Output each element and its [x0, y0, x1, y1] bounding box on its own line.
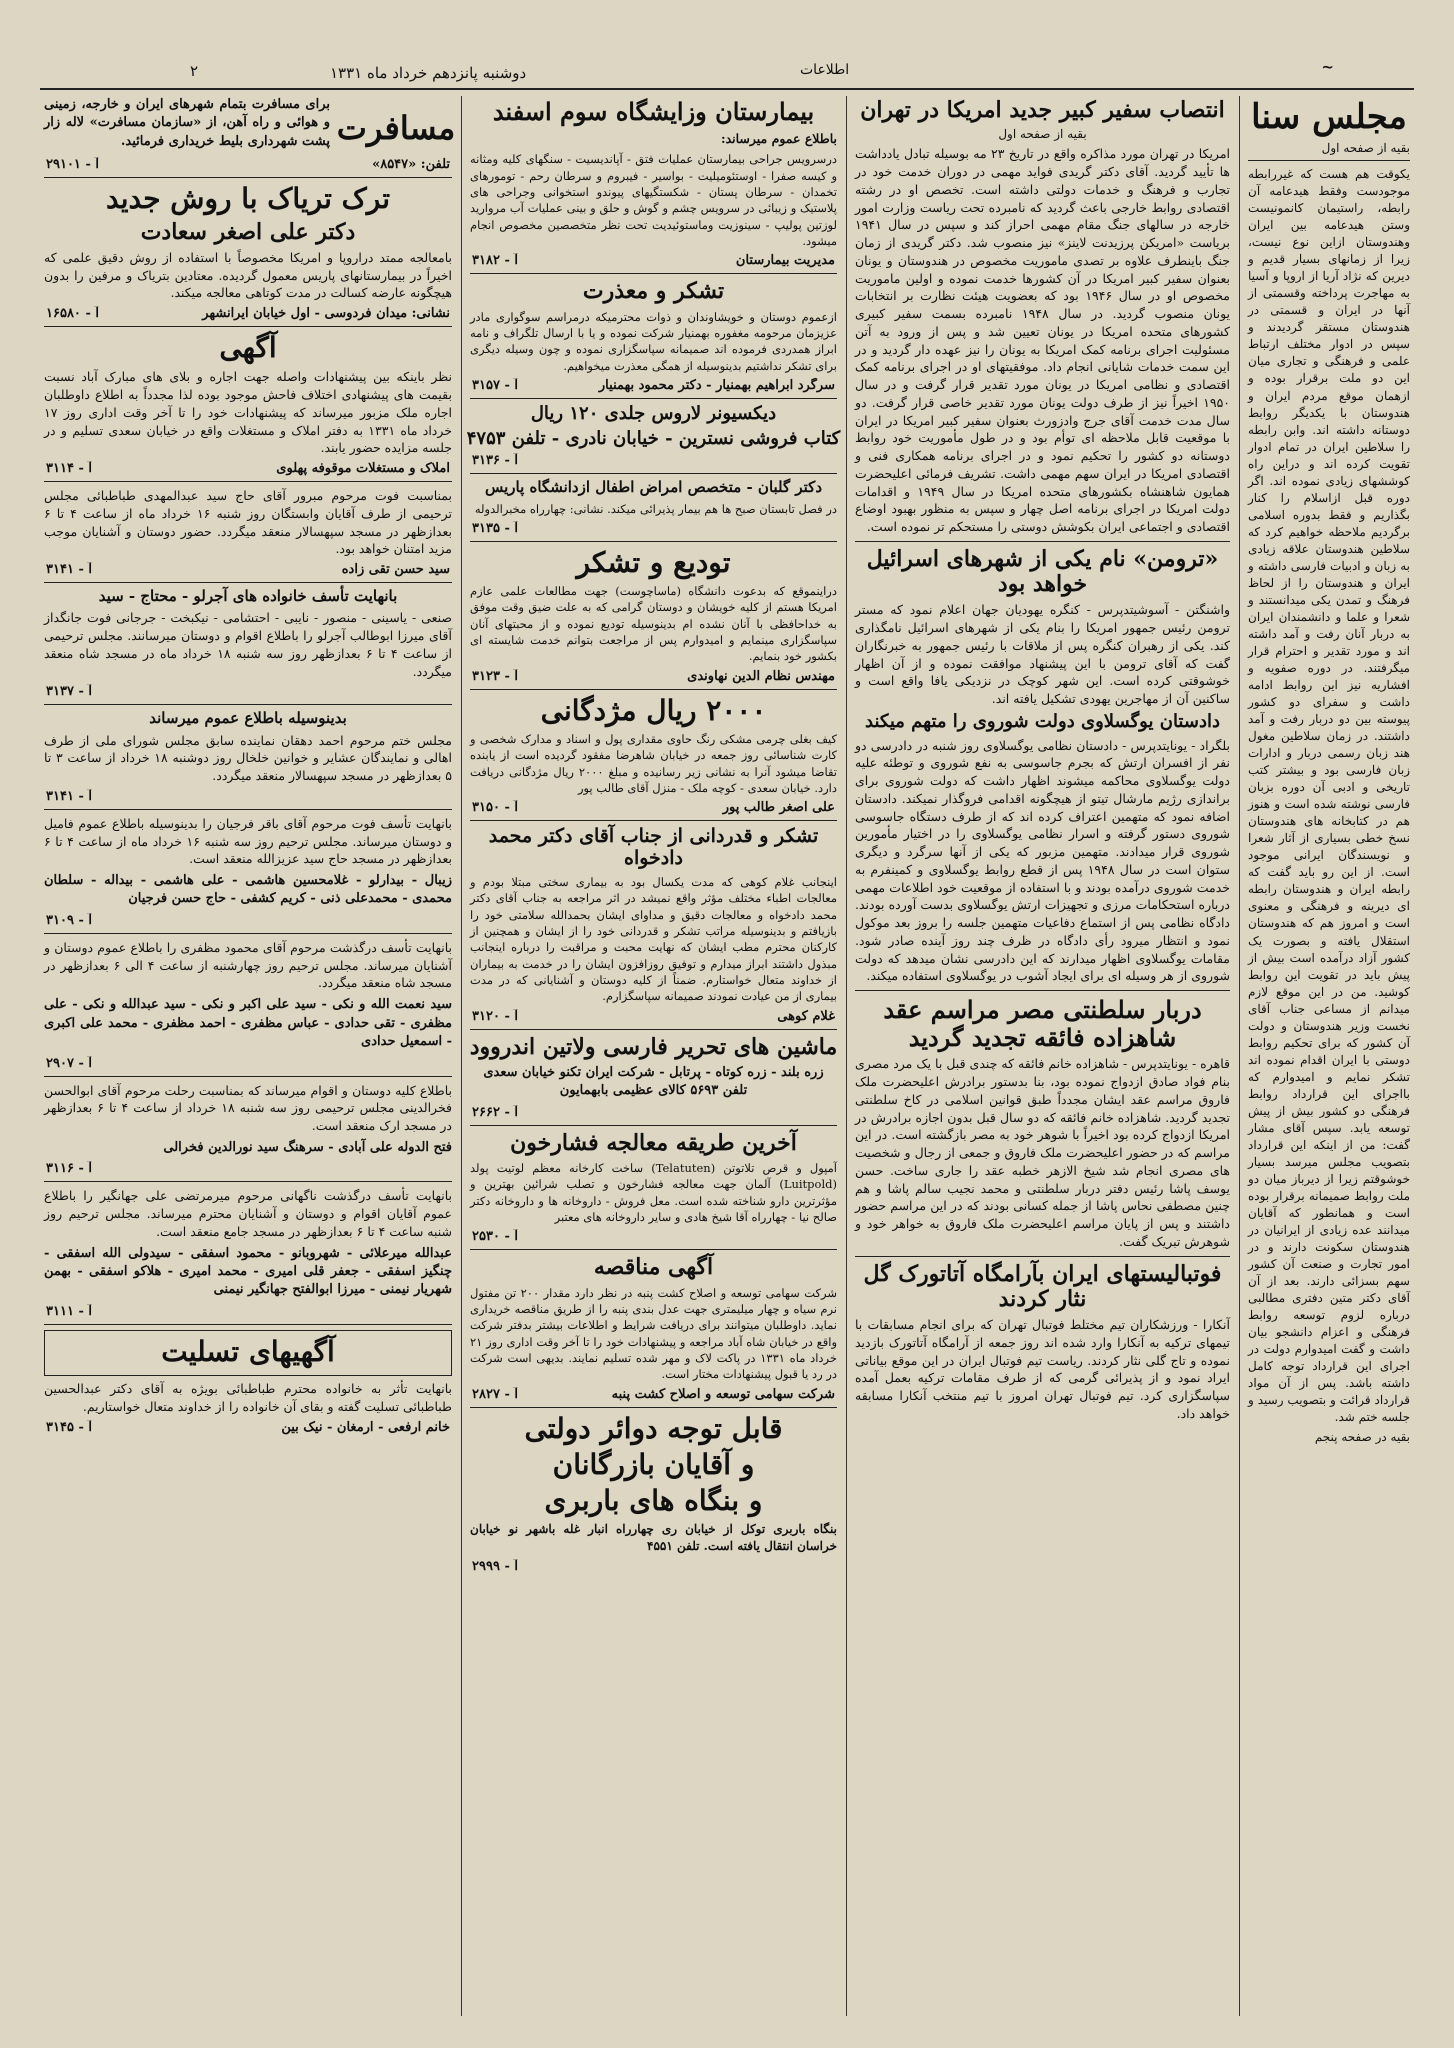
condolence-box: [44, 1330, 452, 1376]
notice-code: آ - ۳۱۱۴: [46, 461, 92, 477]
column-classifieds: [40, 96, 456, 2016]
memorial-4-body: بانهایت تأسف فوت مرحوم آقای باقر فرجیان را بدینوسیله باطلاع عموم فامیل و دوستان میرساند. مجلس ترحیم روز سه شنبه ۱۶ خرداد ماه از ساعت ۴ تا ۶ بعدازظهر در مسجد حاج سید عزیزالله منعقد است.: [44, 815, 452, 867]
doctor-thanks-code: آ - ۳۱۲۰: [472, 1008, 518, 1024]
page-number: ۲: [190, 62, 199, 80]
memorial-5-code: آ - ۲۹۰۷: [46, 1055, 92, 1071]
thanks-signature: سرگرد ابراهیم بهمنیار - دکتر محمود بهمنیار: [598, 377, 835, 393]
memorial-6-code: آ - ۳۱۱۶: [46, 1161, 92, 1177]
tender-title: آگهی مناقصه: [593, 1254, 714, 1281]
header-marker: ~: [1321, 58, 1334, 76]
memorial-5-signature: سید نعمت الله و نکی - سید علی اکبر و نکی - سید عبدالله و نکی - علی مظفری - تقی حدادی - عباس مظفری - احمد مظفری - محمد علی اکبری - اسمعیل حدادی: [44, 997, 452, 1050]
ambassador-continued: بقیه از صفحه اول: [998, 127, 1087, 142]
reward-title: ۲۰۰۰ ریال مژدگانی: [540, 693, 767, 727]
reward-body: کیف بغلی چرمی مشکی رنگ حاوی مقداری پول و اسناد و مدارک شخصی و کارت شناسائی روز جمعه در خیابان شاهرضا مفقود گردیده است از یابنده تقاضا میشود آنرا به نشانی زیر رسانیده و مبلغ ۲۰۰۰ ریال مژدگانی دریافت دارد. خیابان سعدی - کوچه ملک - منزل آقای طالب پور: [470, 731, 837, 795]
memorial-7-body: بانهایت تأسف درگذشت ناگهانی مرحوم میرمرتضی علی جهانگیر را باطلاع عموم آقایان اقوام و دوستان و آشنایان محترم میرساند. مجلس ترحیم روز شنبه ساعت ۴ تا ۶ بعدازظهر در مسجد جامع منعقد است.: [44, 1188, 452, 1239]
farewell-title: تودیع و تشکر: [576, 545, 731, 579]
column-news: [851, 96, 1234, 2016]
larousse-code: آ - ۳۱۳۶: [472, 453, 518, 469]
football-headline: فوتبالیستهای ایران بآرامگاه آتاتورک گل نثار کردند: [863, 1260, 1222, 1312]
travel-code: آ - ۲۹۱۰۱: [46, 157, 99, 173]
ambassador-body: امریکا در تهران مورد مذاکره واقع در تاریخ ۲۳ مه بوسیله تبادل یادداشت ها تأیید گردید. آقای دکتر گریدی فواید مهمی در دوران خدمت خود در تجارب و فرهنگ و خدمات دولتی داشته است. تخصص او در رشته اقتصادی روابط خارجی باعث گردید که نامبرده تحت ریاست وزارت امور خارجه در سالهای جنگ مقام مهمی احراز کند و سپس در سال ۱۹۴۱ بریاست «امریکن پرزیدنت لاینز» نیز منصوب شد. دکتر گریدی از زمان جنگ باینطرف علاوه بر تصدی ماموریت مخصوص در هندوستان و یونان بعنوان سفیر کبیر امریکا در آن کشورها خدمت نموده و اولین ماموریت مخصوص او در سال ۱۹۴۶ بود که بعضویت هیئت نظارت بر انتخابات یونان منصوب گردید. در سال ۱۹۴۸ نامبرده بسمت سفیر کبیری کشورهای متحده امریکا در یونان تعیین شد و پس از ورود به آتن مسئولیت اجرای برنامه کمک امریکا به یونان را نیز عهده دار گردید و در این سمت خدمات شایانی انجام داد. موفقیتهای او در اجرای برنامه کمک اقتصادی و نظامی امریکا در یونان مورد تقدیر قرار گرفت و در سال ۱۹۵۰ اخیراً نیز از طرف دولت یونان مورد تقدیر خاصی قرار گرفت. دو سال مدت خدمت آقای جرج وادزورث بعنوان سفیر کبیر امریکا در ایران با موقعیت قابل ملاحظه ای توأم بود و در طول مأموریت خود روابط دوستانه دو کشور را تحکیم نمود و در اجرای برنامه همکاری فنی و اقتصادی امریکا در ایران سهم مهمی داشت. تشریف فرمائی اعلیحضرت همایون شاهنشاه بکشورهای متحده امریکا در سال ۱۹۴۹ و اقدامات دولت امریکا در اجرای برنامه اصل چهار و سپس به منظور بهبود اوضاع اقتصادی و اجتماعی ایران بکوشش دوستی را مستحکم تر نموده است.: [855, 146, 1231, 535]
doctor-thanks-body: اینجانب غلام کوهی که مدت یکسال بود به بیماری سختی مبتلا بودم و معالجات اطباء مختلف مؤثر واقع نمیشد در اثر مراجعه به جناب آقای دکتر محمد دادخواه و معالجات دقیق و مداوای ایشان بحمدالله سلامتی خود را بازیافتم و بدینوسیله مراتب تشکر و قدردانی خود را از ایشان و همچنین از کارکنان محترم مطب ایشان که نهایت محبت و مراقبت را درباره اینجانب مبذول داشتند ابراز میدارم و توفیق روزافزون ایشان را در خدمت به بیماران از خداوند متعال خواستارم. ضمناً از کلیه دوستان و آشنایانی که در مدت بیماری از من عیادت نمودند صمیمانه سپاسگزارم.: [470, 874, 837, 1004]
freight-title-line1: قابل توجه دوائر دولتی: [524, 1411, 783, 1445]
freight-title-line3: و بنگاه های باربری: [544, 1483, 763, 1517]
senate-continued-from: بقیه از صفحه اول: [1321, 141, 1410, 156]
thanks-code: آ - ۳۱۵۷: [472, 377, 518, 393]
bloodpressure-code: آ - ۲۵۳۰: [472, 1229, 518, 1245]
egypt-headline: دربار سلطنتی مصر مراسم عقد شاهزاده فائقه تجدید گردید: [883, 995, 1202, 1052]
truman-headline: «ترومن» نام یکی از شهرهای اسرائیل خواهد بود: [866, 545, 1219, 598]
opium-code: آ - ۱۶۵۸۰: [46, 306, 99, 322]
senate-title: مجلس سنا: [1251, 97, 1407, 137]
notice-signature: املاک و مستغلات موقوفه پهلوی: [276, 461, 450, 477]
memorial-4-signature: زیبال - بیدارلو - غلامحسین هاشمی - علی هاشمی - بیداله - سلطان محمدی - محمدعلی ذنی - کریم کشفی - حاج حسن فرجیان: [44, 873, 452, 907]
newspaper-name: اطلاعات: [800, 62, 850, 78]
bloodpressure-body: آمپول و قرص تلاتوتن (Telatuten) ساخت کارخانه معظم لوتیت پولد (Luitpold) آلمان جهت معالجه فشارخون و تصلب شرائین بهترین و مؤثرترین دارو شناخته شده است. معل فروش - داروخانه ها و داروخانه دکتر صالح نیا - چهارراه آقا شیخ هادی و سایر داروخانه های معتبر: [470, 1161, 837, 1224]
condolence-body: بانهایت تأثر به خانواده محترم طباطبائی بویژه به آقای دکتر عبدالحسین طباطبائی تسلیت گفته و بقای آن خانواده را از خداوند متعال خواستاریم.: [44, 1381, 452, 1414]
hospital-signature: مدیریت بیمارستان: [735, 253, 835, 269]
senate-body: یکوقت هم هست که غیررابطه موجودست وفقط هیدعامه آن رابطه، راستیمان کانمونیست وستن هیدعامه بین ایران وهندوستان ازاین نوع نیست، زیرا از زمانهای بسیار قدیم و دیرین که نژاد آریا از اروپا و آسیا به مهاجرت پرداخته وقسمتی از آنها در ایران و قسمتی در هندوستان مستقر گردیدند و سپس در ادوار مختلف ارتباط علمی و فرهنگی و تجاری میان این دو ملت برقرار بوده و ازهمان موقع مردم ایران و هندوستان با یکدیگر روابط دوستانه داشته اند. وابن رابطه را سلاطین ایران در تمام ادوار تقویت کرده اند و دراین راه کوششهای زیادی نموده اند. اگر دوره قبل ازاسلام را کنار بگذاریم و فقط بدوره اسلامی برگردیم ملاحظه خواهیم کرد که سلاطین هندوستان علاقه زیادی به زبان و ادبیات فارسی داشته و ایران و هندوستان را از لحاظ فرهنگ و تمدن یکی میدانستند و شعرا و علما و دانشمندان ایران به دربار آنان رفت و آمد داشته اند و مورد تقدیر و احترام قرار میگرفتند. در دوره صفویه و افشاریه نیز این روابط ادامه داشت و سفرای دو کشور پیوسته بین دو دربار رفت و آمد داشتند. در زمان سلاطین مغول هند زبان رسمی دربار و ادارات زبان فارسی بود و بیشتر کتب تاریخی و ادبی آن دوره بزبان فارسی نوشته شده است و هنوز هم در کتابخانه های هندوستان نسخ خطی بسیاری از آثار شعرا و نویسندگان ایرانی موجود است. از این رو باید گفت که رابطه ایران و هندوستان رابطه ای دیرینه و فرهنگی و معنوی است و امروز هم که هندوستان استقلال یافته و بصورت یک کشور آزاد درآمده است بیش از پیش باید در تقویت این روابط کوشید. من در این موقع لازم میدانم از مساعی جناب آقای نخست وزیر هندوستان و دولت آن کشور که برای تحکیم روابط دوستی با ایران اقدام نموده اند تشکر نمایم و امیدوارم که بااجرای این قرارداد روابط فرهنگی دو کشور بیش از پیش توسعه یابد. سپس آقای مشار گفت: من از اینکه این قرارداد بتصویب مجلس میرسد بسیار خوشوقتم زیرا از دیرباز میان دو ملت روابط صمیمانه برقرار بوده است و همانطور که آقایان میدانند عده زیادی از ایرانیان در هندوستان سکونت دارند و در امور تجارت و صنعت آن کشور سهم بسزائی دارند. بعد از آن آقای دکتر متین دفتری مطالبی درباره لزوم توسعه روابط فرهنگی و اعزام دانشجو بیان داشت و گفت امیدوارم دولت در اجرای این قرارداد توجه کامل داشته باشد. پس از آن مواد قرارداد قرائت و بتصویب رسید و جلسه ختم شد.: [1248, 167, 1410, 1425]
farewell-signature: مهندس نظام الدین نهاوندی: [687, 668, 835, 684]
memorial-1-signature: سید حسن تقی زاده: [341, 562, 450, 578]
larousse-ad-line1: دیکسیونر لاروس جلدی ۱۲۰ ریال: [530, 402, 777, 424]
travel-body: برای مسافرت بتمام شهرهای ایران و خارجه، زمینی و هوائی و راه آهن، از «سازمان مسافرت» لاله زار پشت شهرداری بلیط خریداری فرمائید.: [44, 97, 330, 149]
hospital-code: آ - ۳۱۸۲: [472, 253, 518, 269]
hospital-title: بیمارستان وزایشگاه سوم اسفند: [492, 97, 815, 126]
column-senate: [1244, 96, 1414, 2016]
page-header: [40, 58, 1414, 90]
tender-body: شرکت سهامی توسعه و اصلاح کشت پنبه در نظر دارد مقدار ۲۰۰ تن مفتول نرم سیاه و چهار میلیمتری جهت عدل بندی پنبه را از طریق مناقصه خریداری نماید. داوطلبان میتوانند برای دریافت شرایط و اطلاعات بیشتر بدفتر شرکت واقع در خیابان شاه آباد مراجعه و پیشنهادات خود را تا آخر وقت اداری روز ۲۱ خرداد ماه ۱۳۳۱ در پاکت لاک و مهر شده تسلیم نمایند. بدیهی است شرکت در رد یا قبول پیشنهادات مختار است.: [470, 1285, 837, 1382]
pediatrician-code: آ - ۳۱۳۵: [472, 520, 518, 536]
travel-phone: تلفن: «۸۵۴۷»: [372, 157, 450, 173]
typewriter-line: زره بلند - زره کوتاه - پرتابل - شرکت ایران تکنو خیابان سعدی تلفن ۵۶۹۳ کالای عظیمی بابهمایون: [483, 1064, 824, 1099]
senate-continued-to: بقیه در صفحه پنجم: [1314, 1430, 1410, 1445]
issue-date: دوشنبه پانزدهم خرداد ماه ۱۳۳۱: [330, 64, 527, 82]
memorial-7-code: آ - ۳۱۱۱: [46, 1303, 92, 1319]
hospital-body: درسرویس جراحی بیمارستان عملیات فتق - آپاندیسیت - سنگهای کلیه ومثانه و کیسه صفرا - اوستئومیلیت - بواسیر - فیبروم و سرطان رحم - تومورهای تخمدان - سرطان پستان - شکستگیهای پیوندو استخوانی وجراحی های پلاستیک و زیبائی در سرویس چشم و گوش و حلق و بینی عملیات آب مروارید لوزتین پولیپ - سینوزیت وماستوئیدیت تحت نظر متخصصین مخصوص انجام میشود.: [470, 152, 837, 248]
notice-title: آگهی: [219, 331, 277, 365]
typewriter-code: آ - ۲۶۶۲: [472, 1104, 518, 1120]
reward-code: آ - ۳۱۵۰: [472, 800, 518, 816]
column-ads-middle: [466, 96, 841, 2016]
memorial-3-code: آ - ۳۱۴۱: [46, 788, 92, 804]
ambassador-headline: انتصاب سفیر کبیر جدید امریکا در تهران: [860, 97, 1225, 123]
opium-body: بامعالجه ممتد دراروپا و امریکا مخصوصاً با استفاده از روش دقیق علمی که اخیراً در بیمارستانهای پاریس معمول گردیده. معتادین بتریاک و مرفین را بدون هیچگونه عارضه کسالت در مدت کوتاهی معالجه میکند.: [44, 249, 452, 301]
opium-address: نشانی: میدان فردوسی - اول خیابان ایرانشهر: [202, 306, 450, 322]
opium-doctor: دکتر علی اصغر سعادت: [140, 218, 356, 245]
pediatrician-title: دکتر گلبان - متخصص امراض اطفال ازدانشگاه پاریس: [484, 478, 822, 497]
larousse-ad-line2: کتاب فروشی نسترین - خیابان نادری - تلفن ۴۷۵۳: [466, 427, 841, 449]
memorial-2-code: آ - ۳۱۳۷: [46, 684, 92, 700]
notice-body: نظر باینکه بین پیشنهادات واصله جهت اجاره و بلای های مبارک آباد نسبت بقیمت های پیشنهادی اختلاف فاحش موجود بوده لذا مجدداً به اطلاع داوطلبان اجاره ملک مزبور میرساند که پیشنهادات خود را تا آخر وقت اداری روز ۱۷ خرداد ماه ۱۳۳۱ به دفتر املاک و مستغلات واقع در خیابان سعدی تسلیم و در جلسه مزایده حضور یابند.: [44, 369, 452, 456]
yugoslav-body: بلگراد - یونایتدپرس - دادستان نظامی یوگسلاوی روز شنبه در دادرسی دو نفر از افسران ارتش که بجرم جاسوسی به نفع شوروی و توطئه علیه دولت یوگسلاوی محاکمه میشوند اظهار داشت که دولت شوروی برای براندازی رژیم مارشال تیتو از هیچگونه اقدامی فروگذار نمیکند. دادستان اضافه نمود که متهمین اعتراف کرده اند که از طرف دستگاه جاسوسی شوروی دستور گرفته و اسرار نظامی یوگسلاوی را در اختیار مأمورین شوروی قرار میدادند. متهمین مزبور که یکی از آنها سرگرد و دیگری ستوان است در سال ۱۹۴۸ پس از قطع روابط یوگسلاوی و کمینفرم به خدمت شوروی درآمده بودند و با استفاده از موقعیت خود اطلاعات مهمی درباره استحکامات مرزی و تجهیزات ارتش یوگسلاوی بدست آورده بودند. دادگاه نظامی پس از استماع دفاعیات متهمین جلسه را بروز بعد موکول نمود و انتظار میرود رأی دادگاه در ظرف چند روز آینده صادر شود. مقامات یوگسلاوی اظهار میدارند که این دادرسی نشان میدهد که دولت شوروی از هر وسیله ای برای ایجاد آشوب در یوگسلاوی استفاده میکند.: [855, 737, 1230, 984]
memorial-7-signature: عبدالله میرعلائی - شهروبانو - محمود اسفقی - سیدولی الله اسفقی - چنگیز اسفقی - جعفر قلی امیری - محمد امیری - هلاکو اسفقی - بهمن شهریار نیمنی - میرزا ابوالفتح جهانگیر نیمنی: [44, 1245, 452, 1298]
doctor-thanks-signature: غلام کوهی: [777, 1008, 835, 1024]
condolence-code: آ - ۳۱۴۵: [46, 1419, 92, 1435]
farewell-code: آ - ۳۱۲۳: [472, 668, 518, 684]
memorial-1-code: آ - ۳۱۴۱: [46, 562, 92, 578]
tender-signature: شرکت سهامی توسعه و اصلاح کشت پنبه: [611, 1386, 835, 1402]
memorial-6-signature: فتح الدوله علی آبادی - سرهنگ سید نورالدین فخرالی: [163, 1139, 452, 1155]
yugoslav-headline: دادستان یوگسلاوی دولت شوروی را متهم میکند: [865, 710, 1220, 732]
pediatrician-body: در فصل تابستان صبح ها هم بیمار پذیرائی میکند. نشانی: چهارراه مخبرالدوله: [474, 501, 837, 516]
typewriter-title: ماشین های تحریر فارسی ولاتین اندروود: [469, 1033, 838, 1060]
thanks-title: تشکر و معذرت: [582, 278, 725, 305]
freight-body: بنگاه باربری توکل از خیابان ری چهارراه انبار غله باشهر نو خیابان خراسان انتقال یافته است. تلفن ۴۵۵۱: [470, 1522, 837, 1554]
freight-title-line2: و آقایان بازرگانان: [552, 1447, 755, 1481]
travel-title: مسافرت: [336, 109, 456, 147]
opium-title: ترک تریاک با روش جدید: [106, 182, 390, 216]
memorial-5-body: بانهایت تأسف درگذشت مرحوم آقای محمود مظفری را باطلاع عموم دوستان و آشنایان میرساند. مجلس ترحیم روز چهارشنبه از ساعت ۴ الی ۶ بعدازظهر در مسجد شاه منعقد میگردد.: [44, 939, 452, 991]
memorial-2-title: بانهایت تأسف خانواده های آجرلو - محتاج - سید: [98, 587, 398, 606]
condolence-signature: خانم ارفعی - ارمغان - نیک بین: [281, 1419, 450, 1435]
memorial-6-body: باطلاع کلیه دوستان و اقوام میرساند که بمناسبت رحلت مرحوم آقای ابوالحسن فخرالدینی مجلس ترحیمی روز سه شنبه ۱۸ خرداد از ساعت ۴ تا ۶ بعدازظهر در مسجد ارک منعقد است.: [44, 1082, 452, 1134]
thanks-body: ازعموم دوستان و خویشاوندان و ذوات محترمیکه درمراسم سوگواری مادر عزیزمان مرحومه مغفوره بهمنیار شرکت نموده و یا با ارسال تلگراف و نامه ابراز همدردی فرموده اند صمیمانه سپاسگزاری نموده و چون وسیله دیگری برای تشکر نداشتیم بدینوسیله از همگی معذرت میخواهیم.: [470, 309, 837, 373]
hospital-subtitle: باطلاع عموم میرساند:: [720, 130, 837, 146]
memorial-2-body: صنعی - یاسینی - منصور - نایبی - احتشامی - نیکبخت - جرجانی فوت جانگداز آقای میرزا ابوطالب آجرلو را باطلاع اقوام و دوستان میرسانند. مجلس ترحیمی از ساعت ۴ تا ۶ بعدازظهر روز سه شنبه ۱۸ خرداد ماه در مسجد شاه منعقد میگردد.: [44, 610, 453, 679]
farewell-body: دراینموقع که بدعوت دانشگاه (ماساچوست) جهت مطالعات علمی عازم امریکا هستم از کلیه خویشان و دوستان گرامی که به علت ضیق وقت موفق به خداحافظی با آنان نشده ام بدینوسیله تودیع نموده و از محبتهای آنان سپاسگزاری مینمایم و امیدوارم پس از مراجعت بتوانم خدمت شایسته ای بکشور خود بنمایم.: [470, 584, 837, 664]
memorial-3-body: مجلس ختم مرحوم احمد دهقان نماینده سابق مجلس شورای ملی از طرف اهالی و نمایندگان عشایر و خوانین خلخال روز دوشنبه ۱۸ خرداد از ساعت ۳ تا ۵ بعدازظهر در مسجد سپهسالار منعقد میگردد.: [44, 732, 452, 784]
condolence-title: آگهیهای تسلیت: [161, 1334, 335, 1368]
truman-body: واشنگتن - آسوشیتدپرس - کنگره یهودیان جهان اعلام نمود که مستر ترومن رئیس جمهور امریکا را بنام یکی از شهرهای اسرائیل نامگذاری کند. یکی از رهبران کنگره پس از ملاقات با رئیس جمهور به خبرنگاران گفت که آقای ترومن با این پیشنهاد موافقت نموده و از آن اظهار خوشوقتی کرده است. این شهر کوچک در نزدیکی یافا واقع است و ساکنین آن از مهاجرین یهودی تشکیل یافته اند.: [855, 602, 1230, 707]
freight-code: آ - ۲۹۹۹: [472, 1559, 518, 1575]
bloodpressure-title: آخرین طریقه معالجه فشارخون: [510, 1129, 797, 1156]
doctor-thanks-title: تشکر و قدردانی از جناب آقای دکتر محمد دادخواه: [488, 825, 819, 870]
memorial-1-body: بمناسبت فوت مرحوم مبرور آقای حاج سید عبدالمهدی طباطبائی مجلس ترحیمی از طرف آقایان وابستگان روز شنبه ۱۶ خرداد ماه از ساعت ۴ تا ۶ بعدازظهر در مسجد سپهسالار منعقد میگردد. حضور دوستان و آشنایان موجب مزید امتنان خواهد بود.: [44, 488, 452, 557]
tender-code: آ - ۲۸۲۷: [472, 1386, 518, 1402]
football-body: آنکارا - ورزشکاران تیم مختلط فوتبال تهران که برای انجام مسابقات با تیمهای ترکیه به آنکارا وارد شده اند روز جمعه از آرامگاه آتاتورک بازدید نموده و تاج گلی نثار کردند. ریاست تیم فوتبال ایران در این موقع بیاناتی ایراد نمود و از پذیرائی گرمی که از طرف مقامات ترکیه بعمل آمده سپاسگزاری کرد. تیم فوتبال تهران امروز با تیم منتخب آنکارا مسابقه خواهد داد.: [855, 1317, 1230, 1421]
memorial-3-title: بدینوسیله باطلاع عموم میرساند: [149, 709, 347, 728]
egypt-body: قاهره - یونایتدپرس - شاهزاده خانم فائقه که چندی قبل با یک مرد مصری بنام فواد صادق ازدواج نموده بود، بنا بدستور برادرش اعلیحضرت ملک فاروق مراسم عقد ایشان مجدداً طبق قوانین اسلامی در کاخ سلطنتی تجدید گردید. شاهزاده خانم فائقه که دو سال قبل بدون اجازه برادرش در امریکا ازدواج کرده بود اخیراً با شوهر خود به مصر بازگشته است. در این مراسم که در حضور اعلیحضرت ملک فاروق و جمعی از رجال و شخصیت های مصری انجام شد شیخ الازهر خطبه عقد را جاری ساخت. حسن یوسف پاشا رئیس دفتر دربار سلطنتی و محمد نجیب سالم پاشا و هم چنین مصطفی نحاس پاشا از جمله کسانی بودند که در این مراسم حضور داشتند و پس از پایان مراسم اعلیحضرت ملک فاروق به خواهر خود و شوهرش تبریک گفت.: [855, 1056, 1230, 1249]
memorial-4-code: آ - ۳۱۰۹: [46, 912, 92, 928]
reward-signature: علی اصغر طالب پور: [722, 800, 835, 816]
